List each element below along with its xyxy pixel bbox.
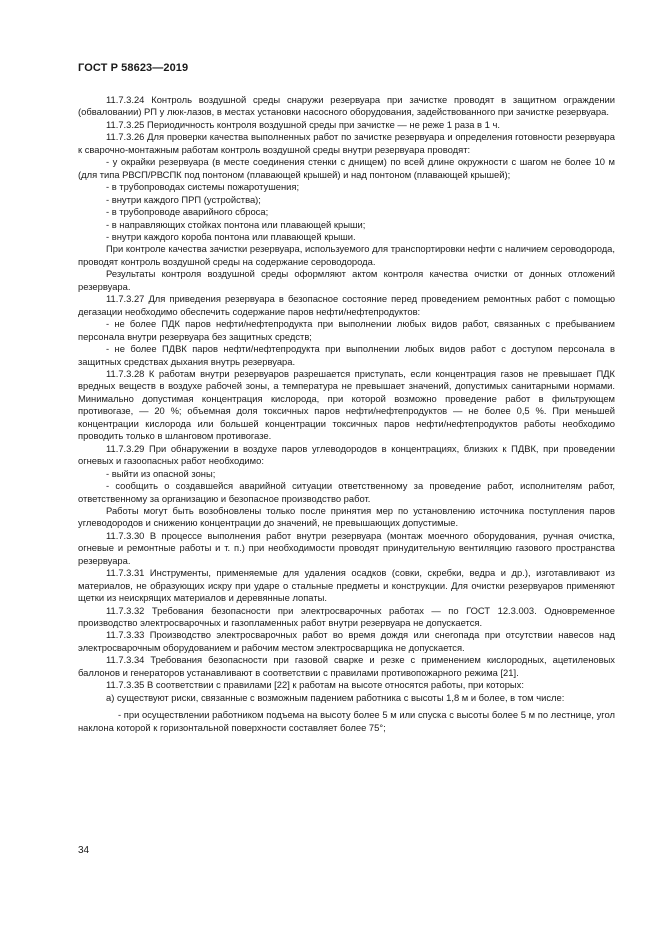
- document-body: [78, 94, 615, 734]
- paragraph: 11.7.3.32 Требования безопасности при электросварочных работах — по ГОСТ 12.3.003. Одновременное производство электросварочных и газопламенных работ внутри резервуара не допускается.: [78, 604, 615, 629]
- paragraph: 11.7.3.35 В соответствии с правилами [22] к работам на высоте относятся работы, при которых:: [106, 679, 524, 691]
- paragraph: 11.7.3.30 В процессе выполнения работ внутри резервуара (монтаж моечного оборудования, ручная очистка, огневые и ремонтные работы и т. п.) при необходимости проводят принудительную вентиляцию газового пространства резервуара.: [78, 529, 615, 566]
- list-item: - у окрайки резервуара (в месте соединения стенки с днищем) по всей длине окружности с шагом не более 10 м (для типа РВСП/РВСПК под понтоном (плавающей крышей) и над понтоном (плавающей крышей);: [78, 156, 615, 180]
- list-item: - сообщить о создавшейся аварийной ситуации ответственному за проведение работ, исполнителям работ, ответственному за организацию и безопасное производство работ.: [78, 480, 615, 504]
- list-item: - при осуществлении работником подъема на высоту более 5 м или спуска с высоты более 5 м по лестнице, угол наклона которой к горизонтальной поверхности составляет более 75°;: [78, 709, 615, 733]
- list-item: - внутри каждого короба понтона или плавающей крыши.: [106, 230, 356, 242]
- list-item: - не более ПДК паров нефти/нефтепродукта при выполнении любых видов работ, связанных с пребыванием персонала внутри резервуара без защитных средств;: [78, 318, 615, 342]
- page-number: 34: [78, 845, 90, 856]
- paragraph: 11.7.3.26 Для проверки качества выполненных работ по зачистке резервуара и определения готовности резервуара к сварочно-монтажным работам контроль воздушной среды внутри резервуара проводят:: [78, 131, 615, 155]
- paragraph: 11.7.3.27 Для приведения резервуара в безопасное состояние перед проведением ремонтных работ с помощью дегазации необходимо обеспечить содержание паров нефти/нефтепродуктов:: [78, 293, 615, 317]
- paragraph: 11.7.3.25 Периодичность контроля воздушной среды при зачистке — не реже 1 раза в 1 ч.: [106, 118, 500, 130]
- list-item: - внутри каждого ПРП (устройства);: [106, 193, 261, 205]
- paragraph: Результаты контроля воздушной среды оформляют актом контроля качества очистки от донных отложений резервуара.: [78, 268, 615, 292]
- list-item: - в трубопроводах системы пожаротушения;: [106, 181, 300, 193]
- paragraph: 11.7.3.31 Инструменты, применяемые для удаления осадков (совки, скребки, ведра и др.), изготавливают из материалов, не образующих искру при ударе о стальные предметы и конструкции. Для очистки резервуаров применяют щетки из неискрящих материалов и деревянные лопаты.: [78, 567, 615, 604]
- paragraph: 11.7.3.34 Требования безопасности при газовой сварке и резке с применением кислородных, ацетиленовых баллонов и генераторов устанавливают в соответствии с правилами противопожарного режима [21].: [78, 654, 615, 678]
- paragraph: а) существуют риски, связанные с возможным падением работника с высоты 1,8 м и более, в том числе:: [106, 691, 565, 703]
- list-item: - в направляющих стойках понтона или плавающей крыши;: [106, 218, 366, 230]
- list-item: - не более ПДВК паров нефти/нефтепродукта при выполнении любых видов работ с доступом персонала в защитных средствах дыхания внутрь резервуара.: [78, 343, 615, 367]
- list-item: - в трубопроводе аварийного сброса;: [106, 206, 269, 218]
- paragraph: 11.7.3.29 При обнаружении в воздухе паров углеводородов в концентрациях, близких к ПДВК, при проведении огневых и газоопасных работ необходимо:: [78, 442, 615, 467]
- paragraph: При контроле качества зачистки резервуара, используемого для транспортировки нефти с наличием сероводорода, проводят контроль воздушной среды на содержание сероводорода.: [78, 243, 615, 267]
- list-item: - выйти из опасной зоны;: [106, 467, 216, 479]
- paragraph: Работы могут быть возобновлены только после принятия мер по установлению источника поступления паров углеводородов и снижению концентрации до значений, не превышающих допустимые.: [78, 504, 615, 529]
- paragraph: 11.7.3.24 Контроль воздушной среды снаружи резервуара при зачистке проводят в защитном ограждении (обваловании) РП у люк-лазов, в местах установки насосного оборудования, задействованного при зачистке резервуара.: [78, 94, 615, 118]
- document-header: ГОСТ Р 58623—2019: [78, 62, 189, 74]
- paragraph: 11.7.3.33 Производство электросварочных работ во время дождя или снегопада при отсутствии навесов над электросварочным оборудованием и рабочим местом электросварщика не допускается.: [78, 629, 615, 653]
- paragraph: 11.7.3.28 К работам внутри резервуаров разрешается приступать, если концентрация газов не превышает ПДК вредных веществ в воздухе рабочей зоны, а температура не превышает значений, допустимых санитарными нормами. Минимально допустимая концентрация кислорода, при которой возможно проведение работ в фильтрующем противогазе, — 20 %; объемная доля токсичных паров нефти/нефтепродуктов — не более 0,5 %. При меньшей концентрации кислорода или большей концентрации токсичных паров нефти/нефтепродуктов работы необходимо проводить только в шланговом противогазе.: [78, 367, 615, 442]
